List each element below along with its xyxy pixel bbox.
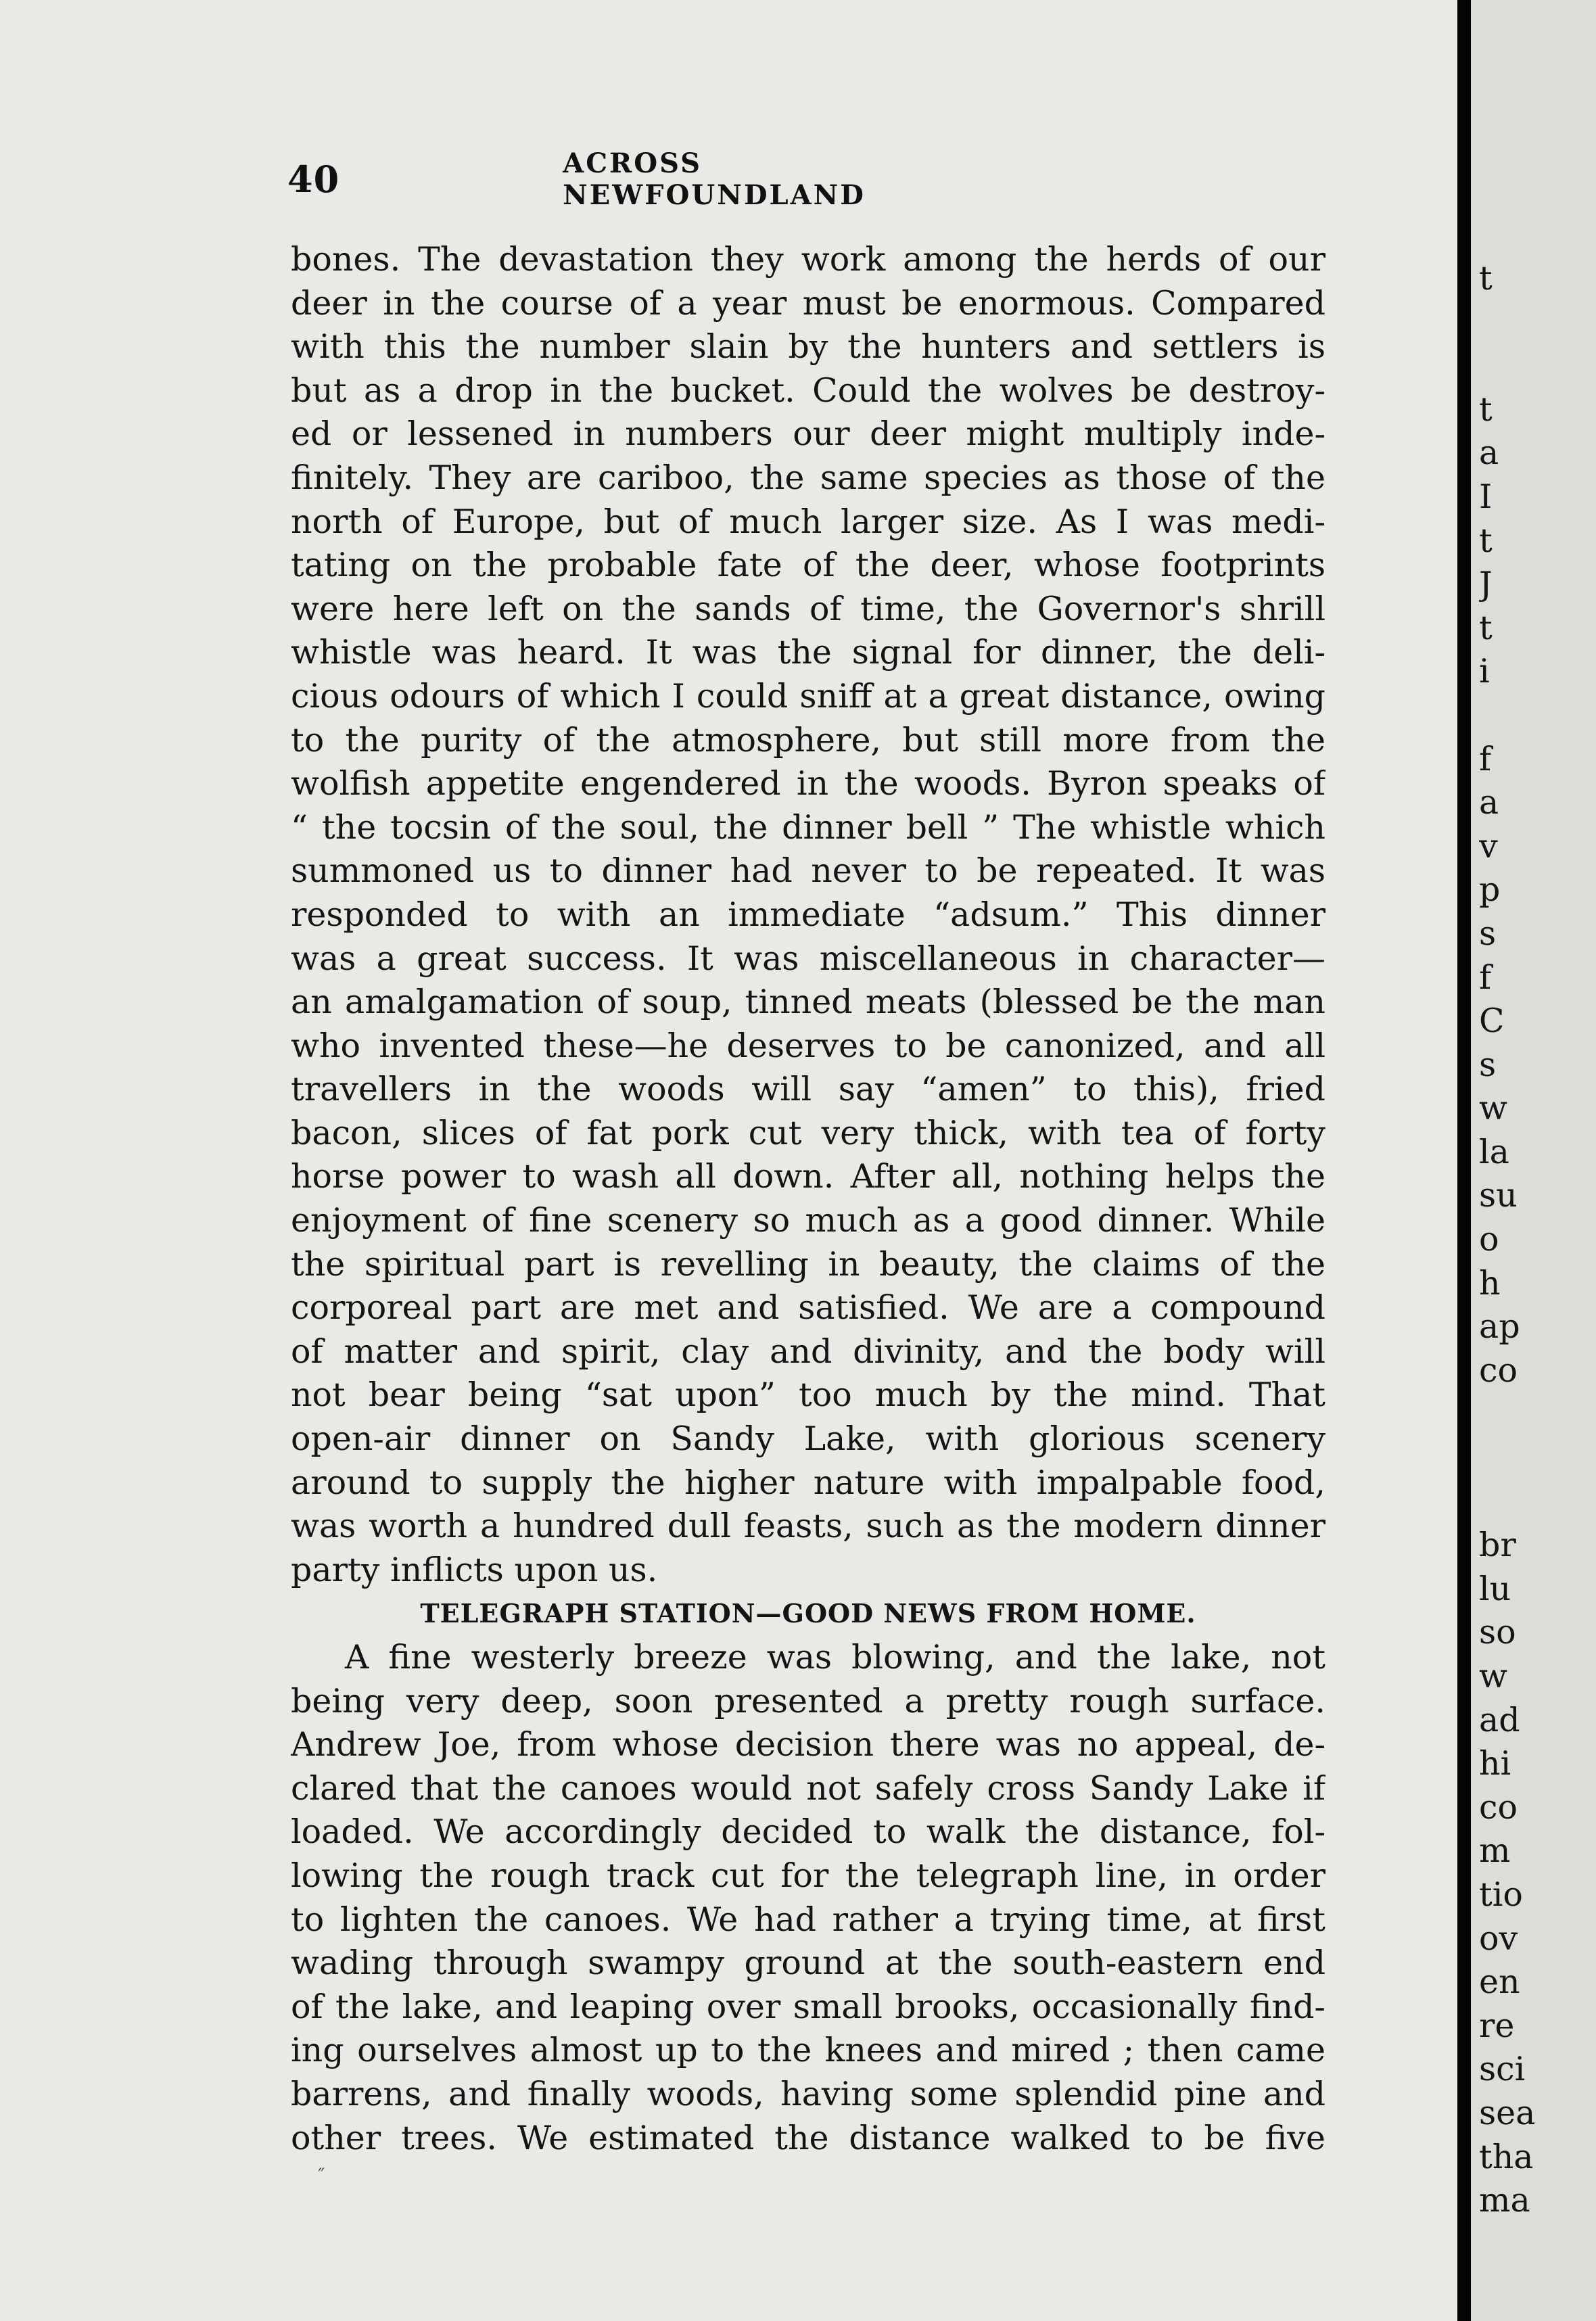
facing-page-fragment: la	[1479, 1132, 1509, 1171]
text-line: Andrew Joe, from whose decision there was no appeal, de-	[291, 1725, 1325, 1764]
text-line: to the purity of the atmosphere, but still more from the	[291, 720, 1325, 759]
text-line: deer in the course of a year must be enormous. Compared	[291, 283, 1325, 323]
text-line: around to supply the higher nature with impalpable food,	[291, 1463, 1325, 1502]
text-line: horse power to wash all down. After all, nothing helps the	[291, 1157, 1325, 1196]
facing-page-fragment: co	[1479, 1787, 1518, 1827]
text-line: with this the number slain by the hunters and settlers is	[291, 327, 1325, 367]
text-line: enjoyment of fine scenery so much as a good dinner. While	[291, 1201, 1325, 1240]
facing-page-fragment: ma	[1479, 2181, 1530, 2220]
text-line: responded to with an immediate “adsum.” This dinner	[291, 895, 1325, 934]
text-line: the spiritual part is revelling in beauty, the claims of the	[291, 1244, 1325, 1284]
text-line: other trees. We estimated the distance walked to be five	[291, 2118, 1325, 2157]
text-line: bacon, slices of fat pork cut very thick, with tea of forty	[291, 1113, 1325, 1152]
facing-page-fragment: br	[1479, 1526, 1516, 1565]
facing-page-fragment: C	[1479, 1002, 1505, 1041]
text-line: A fine westerly breeze was blowing, and the lake, not	[345, 1638, 1325, 1677]
facing-page-fragment: m	[1479, 1831, 1511, 1871]
text-line: bones. The devastation they work among the herds of our	[291, 240, 1325, 279]
text-line: wolfish appetite engendered in the woods. Byron speaks of	[291, 764, 1325, 803]
text-line: was worth a hundred dull feasts, such as the modern dinner	[291, 1507, 1325, 1546]
facing-page-fragment: i	[1479, 652, 1490, 691]
text-line: whistle was heard. It was the signal for dinner, the deli-	[291, 633, 1325, 672]
facing-page-fragment: w	[1479, 1657, 1507, 1695]
section-heading: TELEGRAPH STATION—GOOD NEWS FROM HOME.	[420, 1598, 1196, 1629]
text-line: cious odours of which I could sniff at a great distance, owing	[291, 676, 1325, 716]
facing-page-fragment: t	[1479, 259, 1493, 298]
facing-page-fragment: f	[1479, 739, 1492, 778]
text-line: travellers in the woods will say “amen” to this), fried	[291, 1070, 1325, 1109]
body-text	[291, 238, 1325, 2160]
facing-page-fragment: v	[1479, 826, 1498, 866]
text-line: open-air dinner on Sandy Lake, with glorious scenery	[291, 1420, 1325, 1459]
text-line: loaded. We accordingly decided to walk the distance, fol-	[291, 1812, 1325, 1852]
facing-page-fragment: w	[1479, 1089, 1507, 1128]
facing-page-fragment: tha	[1479, 2137, 1534, 2176]
text-line: barrens, and finally woods, having some splendid pine and	[291, 2074, 1325, 2113]
facing-page-fragment: t	[1479, 608, 1493, 647]
facing-page-fragment: lu	[1479, 1569, 1511, 1608]
facing-page-fragment: su	[1479, 1176, 1518, 1215]
text-line: but as a drop in the bucket. Could the wolves be destroy-	[291, 371, 1325, 410]
text-line: north of Europe, but of much larger size. As I was medi-	[291, 502, 1325, 541]
facing-page-fragment: p	[1479, 870, 1501, 910]
text-line: clared that the canoes would not safely cross Sandy Lake if	[291, 1768, 1325, 1808]
text-line: corporeal part are met and satisfied. We are a compound	[291, 1288, 1325, 1328]
text-line: party inflicts upon us.	[291, 1550, 658, 1589]
facing-page-edge	[1471, 0, 1596, 2321]
facing-page-fragment: co	[1479, 1351, 1518, 1390]
text-line: tating on the probable fate of the deer, whose footprints	[291, 546, 1325, 585]
text-line: ed or lessened in numbers our deer might multiply inde-	[291, 415, 1325, 454]
text-line: being very deep, soon presented a pretty rough surface.	[291, 1681, 1325, 1720]
facing-page-fragment	[1479, 1392, 1594, 1436]
facing-page-fragment: t	[1479, 390, 1493, 429]
facing-page-fragment: ad	[1479, 1700, 1520, 1739]
facing-page-fragment: s	[1479, 1045, 1497, 1084]
text-line: an amalgamation of soup, tinned meats (blessed be the man	[291, 983, 1325, 1022]
text-line: of the lake, and leaping over small brooks, occasionally find-	[291, 1987, 1325, 2026]
facing-page-fragment: s	[1479, 914, 1497, 953]
facing-page-fragment: f	[1479, 958, 1492, 997]
text-line: not bear being “sat upon” too much by the mind. That	[291, 1376, 1325, 1415]
page-number: 40	[287, 158, 340, 201]
facing-page-fragment: a	[1479, 433, 1499, 473]
facing-page-fragment: hi	[1479, 1744, 1511, 1783]
facing-page-fragment	[1479, 1480, 1594, 1524]
text-line: finitely. They are cariboo, the same species as those of the	[291, 458, 1325, 497]
facing-page-text	[1479, 257, 1594, 2223]
facing-page-fragment: ov	[1479, 1919, 1518, 1958]
text-line: lowing the rough track cut for the telegraph line, in order	[291, 1856, 1325, 1895]
facing-page-fragment: tio	[1479, 1875, 1523, 1914]
facing-page-fragment: re	[1479, 2006, 1515, 2045]
facing-page-fragment	[1479, 344, 1594, 388]
text-line: of matter and spirit, clay and divinity, and the body will	[291, 1332, 1325, 1371]
book-gutter	[1457, 0, 1471, 2321]
facing-page-fragment	[1479, 1436, 1594, 1480]
text-line: to lighten the canoes. We had rather a trying time, at first	[291, 1900, 1325, 1939]
page-header	[287, 147, 1011, 211]
facing-page-fragment: J	[1479, 565, 1493, 604]
facing-page-fragment: en	[1479, 1963, 1520, 2002]
text-line: “ the tocsin of the soul, the dinner bell ” The whistle which	[291, 807, 1325, 847]
text-line: wading through swampy ground at the south-eastern end	[291, 1944, 1325, 1983]
text-line: was a great success. It was miscellaneous in character—	[291, 939, 1325, 978]
running-head: ACROSS NEWFOUNDLAND	[563, 147, 866, 211]
facing-page-fragment: sci	[1479, 2050, 1526, 2089]
text-line: ing ourselves almost up to the knees and mired ; then came	[291, 2031, 1325, 2070]
facing-page-fragment: ap	[1479, 1307, 1520, 1346]
text-line: who invented these—he deserves to be canonized, and all	[291, 1026, 1325, 1065]
facing-page-fragment: h	[1479, 1263, 1501, 1303]
text-line: were here left on the sands of time, the Governor's shrill	[291, 589, 1325, 628]
text-line: summoned us to dinner had never to be repeated. It was	[291, 851, 1325, 891]
facing-page-fragment: t	[1479, 521, 1493, 560]
facing-page-fragment: o	[1479, 1220, 1499, 1259]
facing-page-fragment: I	[1479, 477, 1493, 516]
facing-page-fragment: a	[1479, 783, 1499, 822]
facing-page-fragment	[1479, 694, 1594, 738]
facing-page-fragment: sea	[1479, 2093, 1536, 2132]
facing-page-fragment	[1479, 301, 1594, 345]
stray-mark: ″	[318, 2164, 325, 2186]
facing-page-fragment: so	[1479, 1613, 1516, 1652]
